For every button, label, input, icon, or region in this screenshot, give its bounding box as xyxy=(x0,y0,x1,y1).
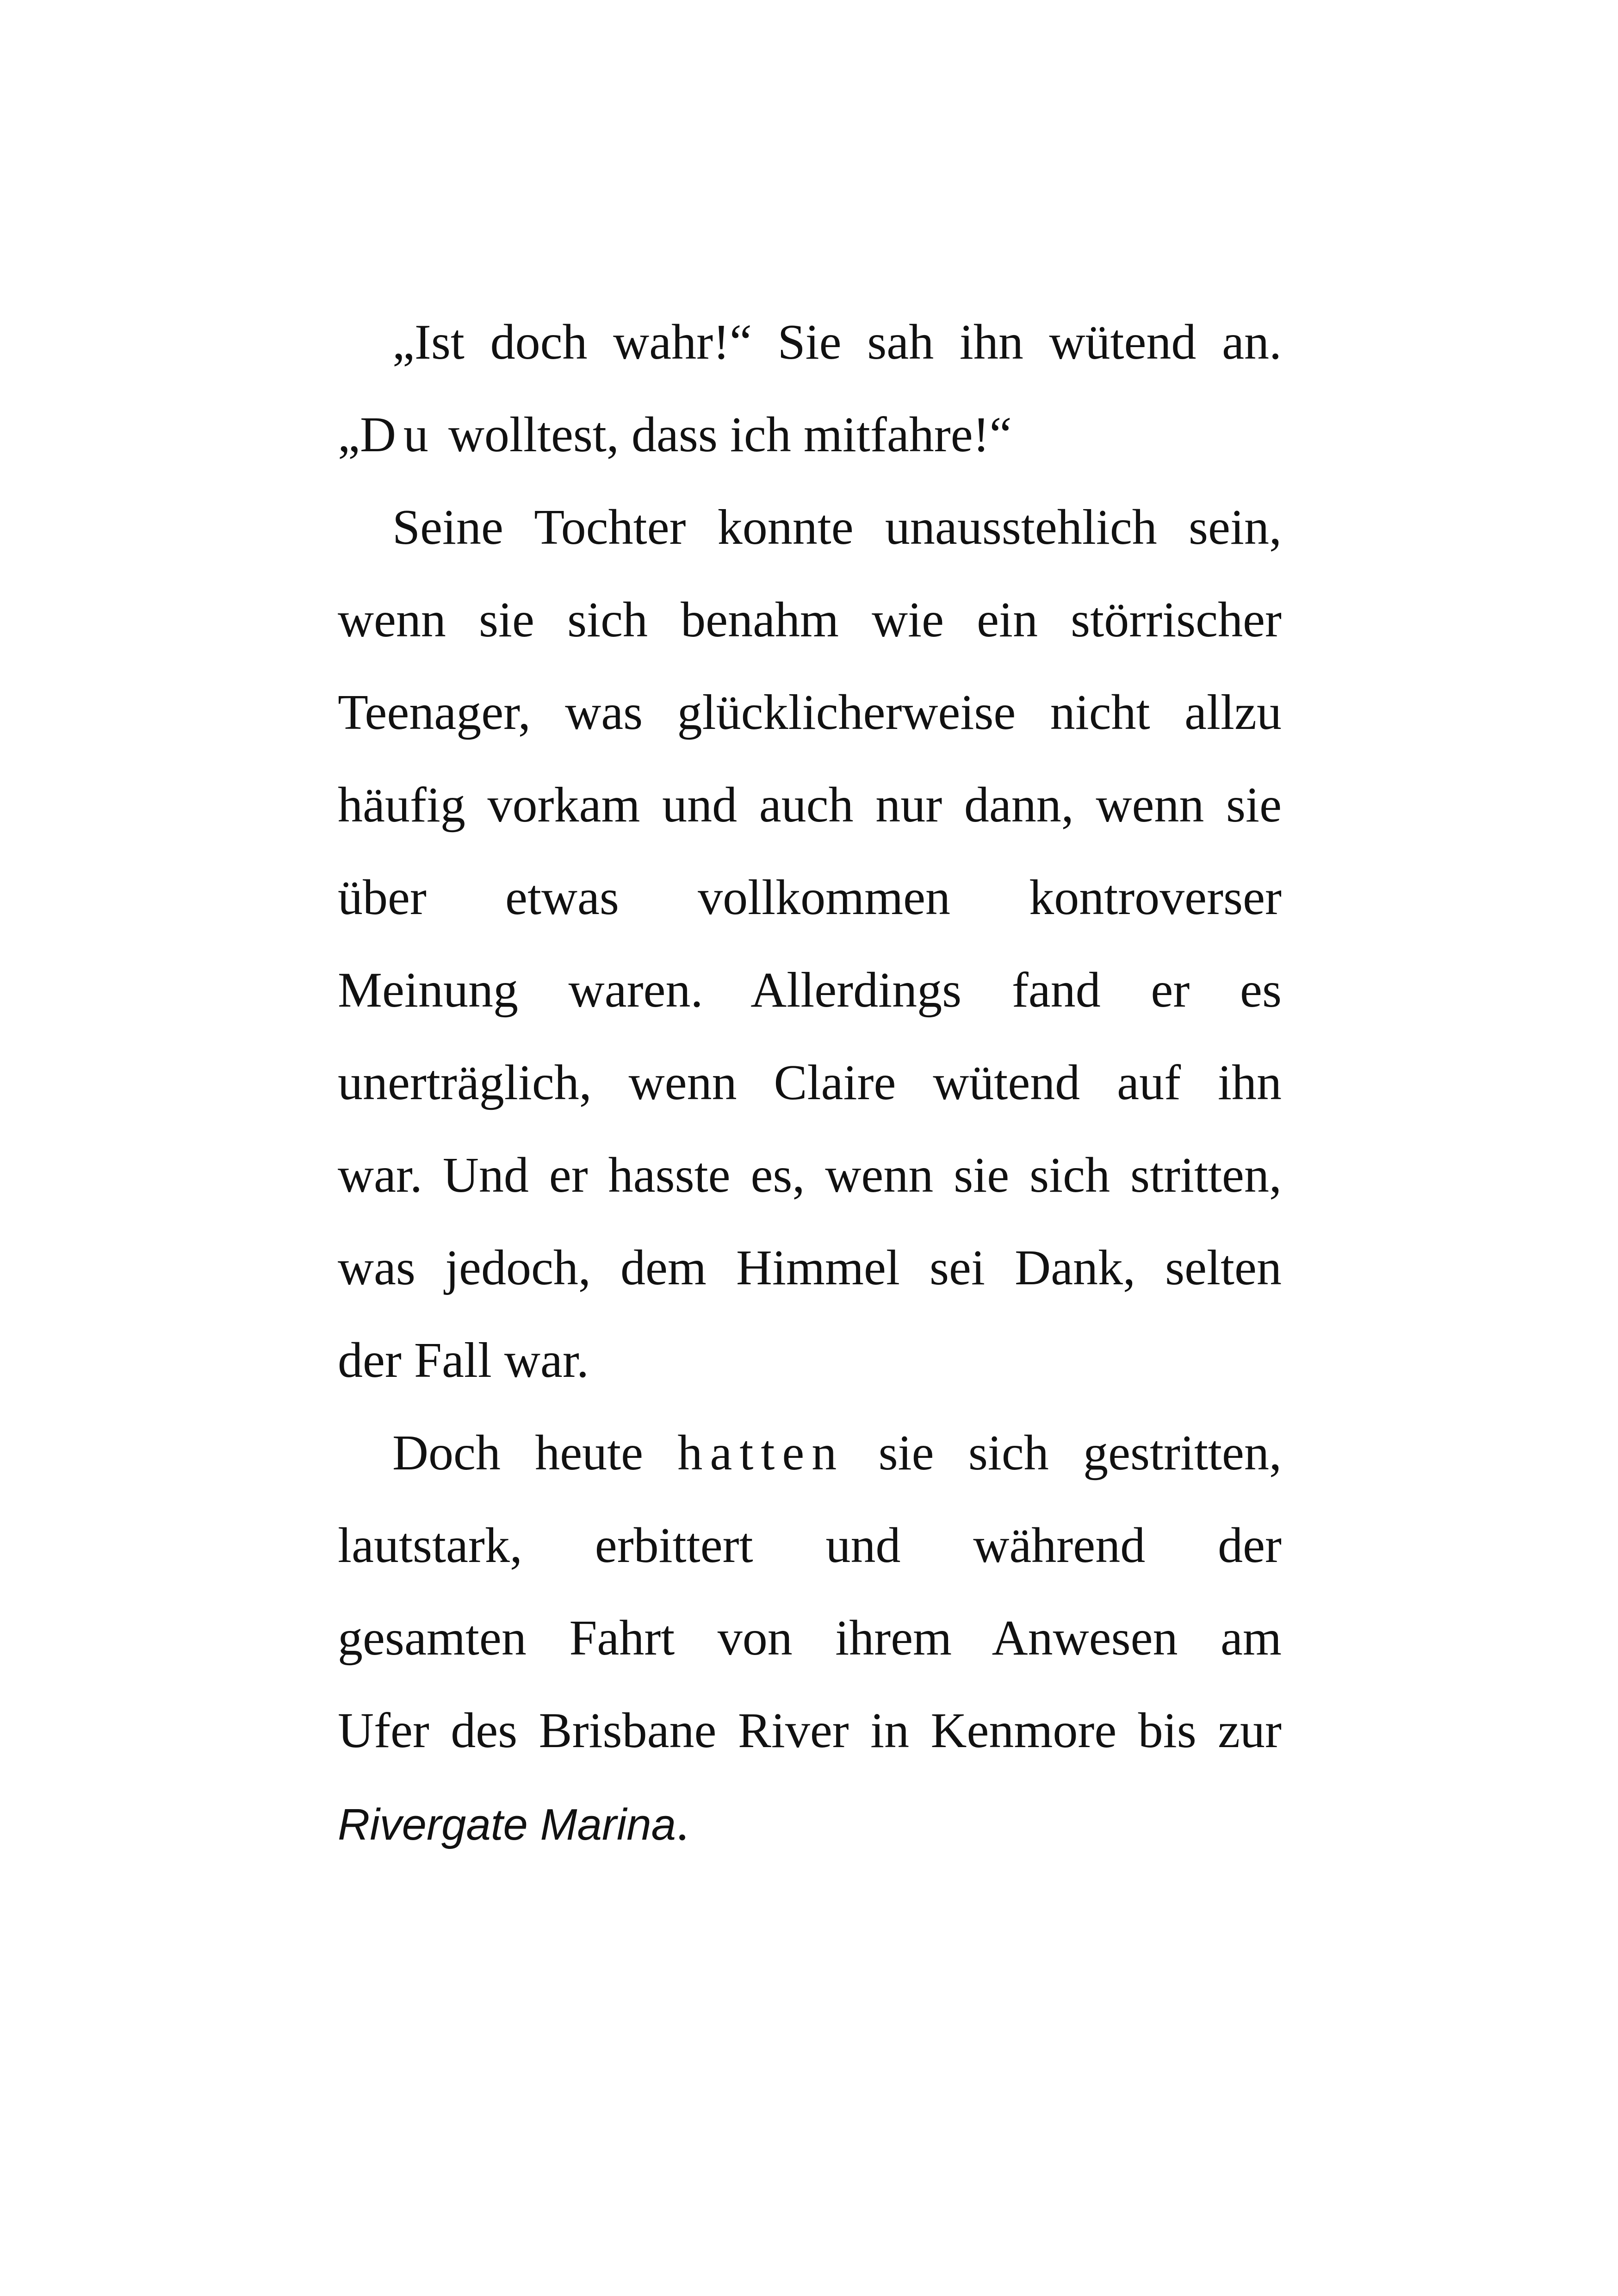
text-fragment: . xyxy=(676,1796,688,1851)
text-line: lautstark, erbittert und während der xyxy=(338,1518,1282,1573)
paragraph-3 xyxy=(338,1407,1282,1871)
text-line xyxy=(338,1777,1282,1871)
text-line: unerträglich, wenn Claire wütend auf ihn xyxy=(338,1055,1282,1110)
text-fragment: wolltest, dass ich mitfahre!“ xyxy=(435,407,1012,462)
text-line: Ufer des Brisbane River in Kenmore bis zur xyxy=(338,1703,1282,1758)
emphasized-word: hatten xyxy=(677,1425,844,1481)
emphasized-word: Du xyxy=(360,407,436,462)
text-line: häufig vorkam und auch nur dann, wenn sie xyxy=(338,778,1282,833)
text-line: Teenager, was glücklicherweise nicht allzu xyxy=(338,685,1282,740)
text-fragment: Doch heute xyxy=(392,1425,678,1481)
text-line: Seine Tochter konnte unausstehlich sein, xyxy=(392,500,1282,555)
marina-name: Rivergate Marina xyxy=(338,1800,676,1849)
quote-mark: „ xyxy=(338,407,360,462)
text-line: der Fall war. xyxy=(338,1333,589,1388)
text-line: war. Und er hasste es, wenn sie sich stritten, xyxy=(338,1148,1282,1203)
text-line: „Ist doch wahr!“ Sie sah ihn wütend an. xyxy=(392,315,1282,370)
text-line xyxy=(338,389,1282,481)
body-text xyxy=(338,296,1282,1871)
text-fragment: sie sich gestritten, xyxy=(844,1425,1282,1481)
text-line xyxy=(338,1407,1282,1500)
paragraph-2 xyxy=(338,481,1282,1407)
text-line: über etwas vollkommen kontroverser xyxy=(338,870,1282,925)
text-line: Meinung waren. Allerdings fand er es xyxy=(338,963,1282,1018)
text-line: gesamten Fahrt von ihrem Anwesen am xyxy=(338,1611,1282,1666)
text-line: was jedoch, dem Himmel sei Dank, selten xyxy=(338,1240,1282,1295)
paragraph-1 xyxy=(338,296,1282,481)
text-line: wenn sie sich benahm wie ein störrischer xyxy=(338,592,1282,647)
